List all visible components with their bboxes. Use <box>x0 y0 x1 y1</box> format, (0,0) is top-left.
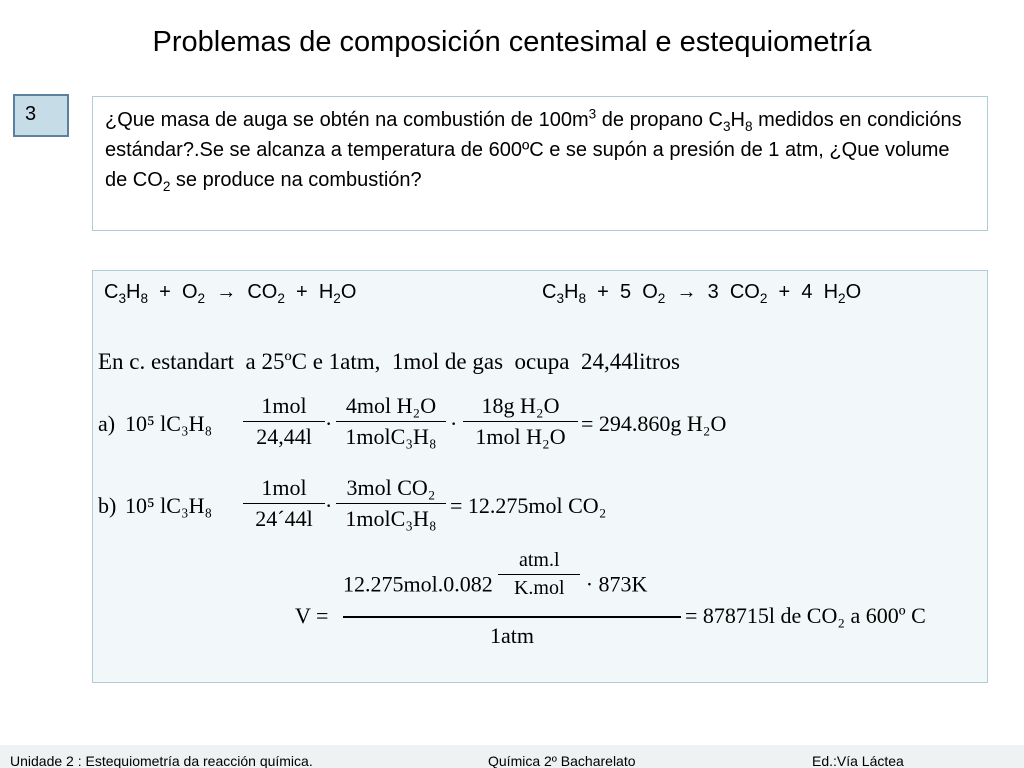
question-text: H <box>730 109 745 131</box>
question-sub: 3 <box>722 118 731 134</box>
calc-b-f1-den: 24´44l <box>255 506 313 531</box>
calc-v-fraction-bar <box>343 616 681 618</box>
question-sup: 3 <box>588 106 597 122</box>
formula-subscript: 3 <box>118 290 127 306</box>
problem-number: 3 <box>13 94 69 137</box>
calc-a-fraction-1 <box>243 393 325 450</box>
question-text: ¿Que masa de auga se obtén na combustión de 100m <box>105 109 589 131</box>
calc-a-fraction-3 <box>463 393 578 450</box>
footer-bar <box>0 745 1024 768</box>
calc-b-f1-num: 1mol <box>243 475 325 504</box>
calc-v-inner-fraction <box>498 549 580 600</box>
calc-a-f3-den: 1mol H₂O <box>475 424 566 449</box>
equation-unbalanced: $C_3H_8 + O_2 \to CO_2 + H_2O$ <box>104 281 357 306</box>
calc-a-f1-den: 24,44l <box>256 424 312 449</box>
formula-subscript: 2 <box>657 290 666 306</box>
calc-b-result: = 12.275mol CO₂ <box>450 493 607 518</box>
page-title: Problemas de composición centesimal e estequiometría <box>152 26 872 58</box>
dot-operator: · <box>325 493 333 518</box>
footer-left: Unidade 2 : Estequiometría da reacción química. <box>10 753 313 768</box>
calc-a-f2-num: 4mol H₂O <box>336 393 446 422</box>
calc-b-fraction-2 <box>336 475 446 532</box>
calc-b-start: 10⁵ lC₃H₈ <box>125 493 213 518</box>
footer-center: Química 2º Bacharelato <box>488 753 636 768</box>
calc-v-result: = 878715l de CO₂ a 600º C <box>685 603 926 628</box>
calc-a-f1-num: 1mol <box>243 393 325 422</box>
question-text: de propano C <box>596 109 723 131</box>
calc-v-inner-num: atm.l <box>498 549 580 575</box>
standard-conditions-text: En c. estandart a 25ºC e 1atm, 1mol de gas ocupa 24,44litros <box>98 349 680 374</box>
footer-right: Ed.:Vía Láctea <box>812 753 904 768</box>
question-text: se produce na combustión? <box>170 169 422 191</box>
calc-a-f3-num: 18g H₂O <box>463 393 578 422</box>
calc-a-start: 10⁵ lC₃H₈ <box>125 411 213 436</box>
question-sub: 8 <box>745 118 753 134</box>
formula-subscript: 8 <box>578 290 587 306</box>
calc-v-num-left: 12.275mol.0.082 <box>343 571 493 597</box>
calc-b-fraction-1 <box>243 475 325 532</box>
calc-a-f2-den: 1molC₃H₈ <box>345 424 437 449</box>
answer-box <box>92 270 988 683</box>
formula-subscript: 2 <box>838 290 846 306</box>
calc-a-fraction-2 <box>336 393 446 450</box>
calc-v-num-right: · 873K <box>585 571 648 597</box>
calc-v-numerator <box>343 549 683 612</box>
question-sub: 2 <box>162 178 171 194</box>
question-box <box>92 96 988 231</box>
formula-subscript: 8 <box>140 290 149 306</box>
formula-subscript: 2 <box>277 290 285 306</box>
question-text: medidos en condicións estándar?.Se se alcanza a temperatura de 600ºC e se supón a presión de 1 atm, ¿Que volume de CO <box>105 109 962 191</box>
calc-v-lhs: V = <box>295 603 329 628</box>
calc-b-label: b) <box>98 493 117 518</box>
dot-operator: · <box>450 411 458 436</box>
calc-b-f2-den: 1molC₃H₈ <box>345 506 437 531</box>
calc-v-inner-den: K.mol <box>513 577 565 599</box>
formula-subscript: 2 <box>333 290 341 306</box>
calc-b-f2-num: 3mol CO₂ <box>336 475 446 504</box>
formula-subscript: 3 <box>556 290 565 306</box>
calc-a-label: a) <box>98 411 116 436</box>
formula-subscript: 2 <box>197 290 206 306</box>
formula-subscript: 2 <box>759 290 768 306</box>
dot-operator: · <box>325 411 333 436</box>
calc-a-result: = 294.860g H₂O <box>581 411 727 436</box>
calc-v-denominator: 1atm <box>490 623 534 648</box>
equation-balanced: $C_3H_8 + 5$ $O_2 \to 3$ $CO_2 + 4$ $H_2O$ <box>542 281 862 306</box>
